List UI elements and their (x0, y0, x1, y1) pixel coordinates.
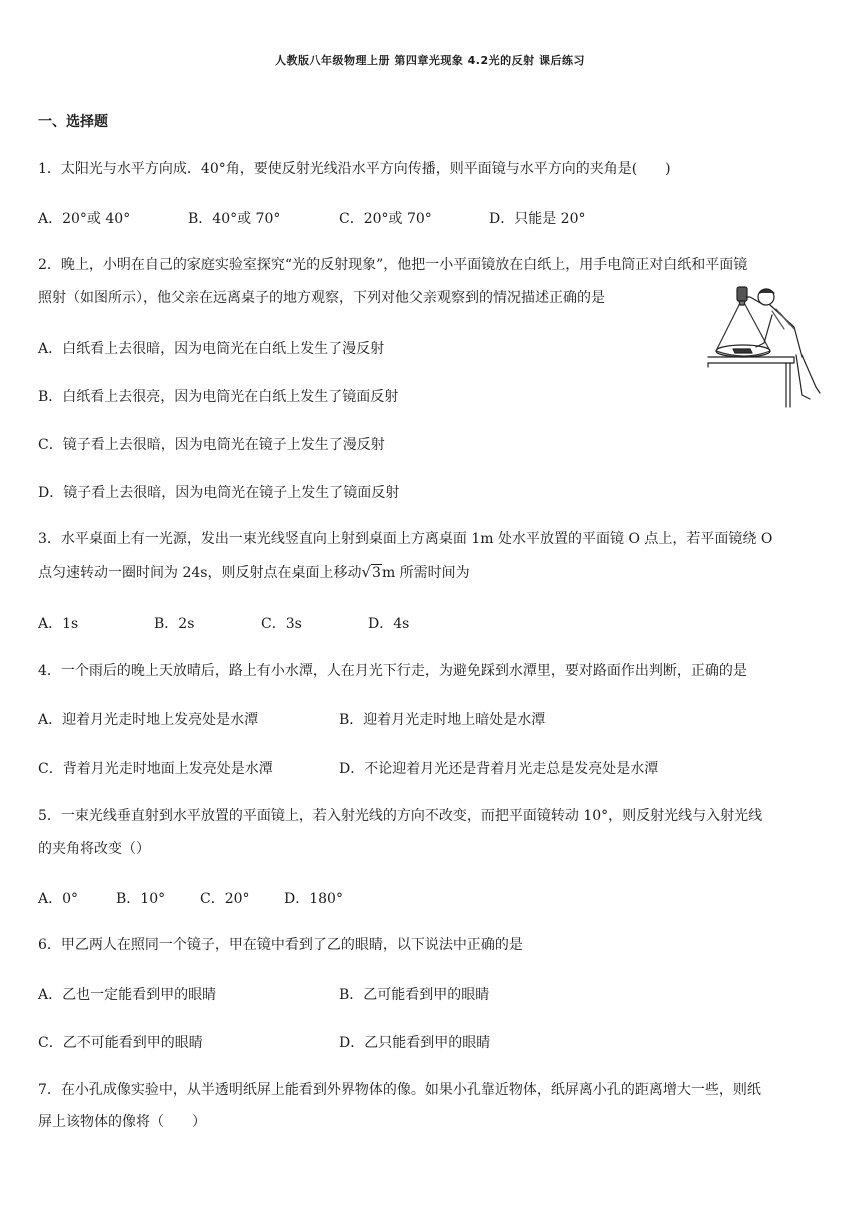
q2-option-d[interactable]: D．镜子看上去很暗，因为电筒光在镜子上发生了镜面反射 (38, 485, 400, 501)
sqrt-sign: √ (361, 563, 372, 581)
q3-stem-text-after: m 所需时间为 (381, 565, 470, 581)
q7-stem-line2: 屏上该物体的像将（ ） (38, 1114, 206, 1130)
q2-option-c[interactable]: C．镜子看上去很暗，因为电筒光在镜子上发生了漫反射 (38, 437, 385, 453)
q2-stem-line1: 2．晚上，小明在自己的家庭实验室探究“光的反射现象”，他把一小平面镜放在白纸上，用手电筒正对白纸和平面镜 (38, 257, 748, 273)
q6-stem: 6．甲乙两人在照同一个镜子，甲在镜中看到了乙的眼睛，以下说法中正确的是 (38, 937, 523, 953)
q2-option-a[interactable]: A．白纸看上去很暗，因为电筒光在白纸上发生了漫反射 (38, 341, 385, 357)
q5-option-a[interactable]: A．0° (38, 891, 79, 907)
q1-stem: 1．太阳光与水平方向成．40°角，要使反射光线沿水平方向传播，则平面镜与水平方向的夹角是( ) (38, 161, 671, 177)
q1-option-b[interactable]: B．40°或 70° (188, 211, 281, 227)
q4-option-d[interactable]: D．不论迎着月光还是背着月光走总是发亮处是水潭 (339, 761, 659, 777)
q5-option-c[interactable]: C．20° (200, 891, 250, 907)
sqrt-argument: 3 (372, 565, 381, 581)
q3-option-d[interactable]: D．4s (368, 616, 410, 632)
q3-stem-line2 (38, 563, 470, 582)
q4-option-a[interactable]: A．迎着月光走时地上发亮处是水潭 (38, 712, 259, 728)
q1-option-a[interactable]: A．20°或 40° (38, 211, 131, 227)
q5-option-b[interactable]: B．10° (116, 891, 166, 907)
section-heading: 一、选择题 (38, 114, 108, 130)
q1-option-d[interactable]: D．只能是 20° (489, 211, 586, 227)
q6-option-d[interactable]: D．乙只能看到甲的眼睛 (339, 1035, 491, 1051)
flashlight-mirror-illustration (706, 283, 822, 409)
q3-option-c[interactable]: C．3s (261, 616, 302, 632)
q5-stem-line1: 5．一束光线垂直射到水平放置的平面镜上，若入射光线的方向不改变，而把平面镜转动 10°，则反射光线与入射光线 (38, 808, 763, 824)
q3-option-a[interactable]: A．1s (38, 616, 79, 632)
q6-option-b[interactable]: B．乙可能看到甲的眼睛 (339, 987, 490, 1003)
q1-option-c[interactable]: C．20°或 70° (339, 211, 432, 227)
q3-stem-line1: 3．水平桌面上有一光源，发出一束光线竖直向上射到桌面上方离桌面 1m 处水平放置的平面镜 O 点上，若平面镜绕 O (38, 531, 773, 547)
q3-option-b[interactable]: B．2s (154, 616, 195, 632)
q4-option-b[interactable]: B．迎着月光走时地上暗处是水潭 (339, 712, 546, 728)
q6-option-a[interactable]: A．乙也一定能看到甲的眼睛 (38, 987, 217, 1003)
q5-stem-line2: 的夹角将改变（） (38, 841, 150, 857)
q2-stem-line2: 照射（如图所示），他父亲在远离桌子的地方观察，下列对他父亲观察到的情况描述正确的是 (38, 290, 605, 306)
square-root-expression (361, 563, 381, 582)
q7-stem-line1: 7．在小孔成像实验中，从半透明纸屏上能看到外界物体的像。如果小孔靠近物体，纸屏离小孔的距离增大一些，则纸 (38, 1082, 761, 1098)
page-title: 人教版八年级物理上册 第四章光现象 4.2光的反射 课后练习 (275, 54, 585, 67)
q4-stem: 4．一个雨后的晚上天放晴后，路上有小水潭，人在月光下行走，为避免踩到水潭里，要对路面作出判断，正确的是 (38, 663, 747, 679)
q4-option-c[interactable]: C．背着月光走时地面上发亮处是水潭 (38, 761, 273, 777)
q6-option-c[interactable]: C．乙不可能看到甲的眼睛 (38, 1035, 203, 1051)
q2-option-b[interactable]: B．白纸看上去很亮，因为电筒光在白纸上发生了镜面反射 (38, 389, 399, 405)
q3-stem-text-before: 点匀速转动一圈时间为 24s，则反射点在桌面上移动 (38, 565, 362, 581)
q5-option-d[interactable]: D．180° (284, 891, 343, 907)
